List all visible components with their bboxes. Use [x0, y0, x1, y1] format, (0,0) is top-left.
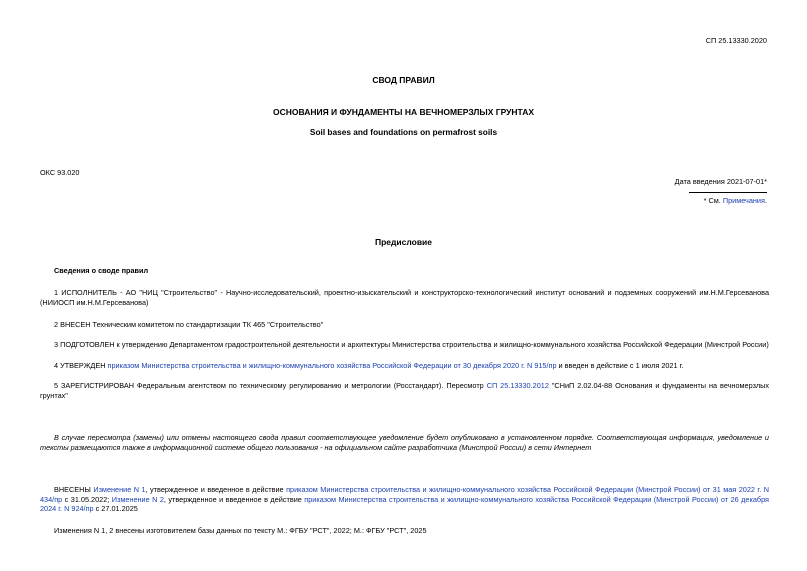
preface-heading: Предисловие: [374, 237, 433, 247]
amendment-1-order-link[interactable]: приказом Министерства строительства и жилищно-коммунального хозяйства Российской Федерации (Минстрой России) от 31 мая 2022 г. N 434/пр: [40, 485, 769, 504]
document-type-heading: СВОД ПРАВИЛ: [372, 75, 435, 85]
preface-item-5: [40, 381, 769, 400]
oks-code: ОКС 93.020: [40, 168, 80, 177]
preface-item-2: 2 ВНЕСЕН Техническим комитетом по стандартизации ТК 465 "Строительство": [54, 320, 324, 329]
amendments-info: [40, 485, 769, 514]
item-4-suffix: и введен в действие с 1 июля 2021 г.: [556, 361, 684, 370]
amendment-1-link[interactable]: Изменение N 1: [93, 485, 146, 494]
notes-link[interactable]: Примечания: [722, 196, 765, 205]
footnote-divider: [689, 192, 767, 193]
amendments-text-2: с 31.05.2022;: [62, 494, 112, 504]
footnote-suffix: .: [764, 196, 767, 205]
item-5-prefix: 5 ЗАРЕГИСТРИРОВАН Федеральным агентством по техническому регулированию и метрологии (Росстандарт). Пересмотр: [54, 381, 487, 390]
preface-item-4: [40, 361, 769, 371]
amendments-text-4: с 27.01.2025: [93, 504, 138, 514]
preface-subheading: Сведения о своде правил: [54, 266, 149, 275]
amendments-text-3: , утвержденное и введенное в действие: [163, 494, 305, 504]
revision-notice: В случае пересмотра (замены) или отмены настоящего свода правил соответствующее уведомление будет опубликовано в установленном порядке. Соответствующая информация, уведомление и тексты размещаются также в информационной системе общего пользования - на официальном сайте разработчика (Минстрой России) в сети Интернет: [40, 433, 769, 452]
previous-sp-link[interactable]: СП 25.13330.2012: [486, 381, 549, 390]
preface-item-1: 1 ИСПОЛНИТЕЛЬ - АО "НИЦ "Строительство" - Научно-исследовательский, проектно-изыскательский и конструкторско-технологический институт оснований и подземных сооружений им.Н.М.Герсеванова (НИИОСП им.Н.М.Герсеванова): [40, 288, 769, 307]
amendments-text-1: , утвержденное и введенное в действие: [145, 485, 287, 494]
amendments-prefix: ВНЕСЕНЫ: [54, 485, 94, 494]
introduction-date: Дата введения 2021-07-01*: [674, 177, 767, 186]
document-code: СП 25.13330.2020: [705, 36, 767, 45]
changes-note: Изменения N 1, 2 внесены изготовителем базы данных по тексту М.: ФГБУ "РСТ", 2022; М.: ФГБУ "РСТ", 2025: [54, 526, 427, 535]
amendment-2-order-link[interactable]: приказом Министерства строительства и жилищно-коммунального хозяйства Российской Федерации (Минстрой России) от 26 декабря 2024 г. N 924/пр: [40, 494, 769, 514]
document-title: ОСНОВАНИЯ И ФУНДАМЕНТЫ НА ВЕЧНОМЕРЗЛЫХ ГРУНТАХ: [272, 107, 535, 117]
document-title-english: Soil bases and foundations on permafrost soils: [309, 127, 498, 137]
item-5-suffix: "СНиП 2.02.04-88 Основания и фундаменты на вечномерзлых грунтах": [40, 381, 769, 400]
preface-item-3: 3 ПОДГОТОВЛЕН к утверждению Департаментом градостроительной деятельности и архитектуры Министерства строительства и жилищно-коммунального хозяйства Российской Федерации (Минстрой России): [54, 340, 769, 349]
footnote-prefix: * См.: [703, 196, 723, 205]
item-4-prefix: 4 УТВЕРЖДЕН: [54, 361, 108, 370]
approval-order-link[interactable]: приказом Министерства строительства и жилищно-коммунального хозяйства Российской Федерации от 30 декабря 2020 г. N 915/пр: [107, 361, 557, 370]
amendment-2-link[interactable]: Изменение N 2: [111, 494, 164, 504]
footnote: [704, 196, 767, 206]
